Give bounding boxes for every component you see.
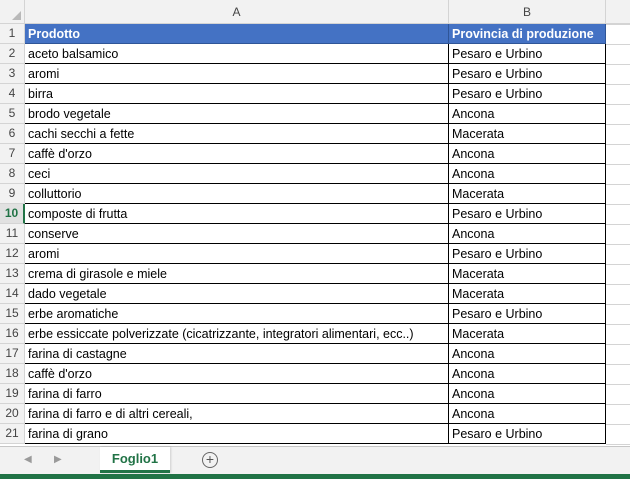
- header-cell-prodotto[interactable]: Prodotto: [25, 24, 449, 44]
- cell-provincia[interactable]: Macerata: [449, 284, 606, 304]
- cell-prodotto[interactable]: colluttorio: [25, 184, 449, 204]
- table-row: [0, 204, 630, 224]
- row-number[interactable]: 19: [0, 384, 25, 404]
- table-row: [0, 344, 630, 364]
- cell-provincia[interactable]: Macerata: [449, 324, 606, 344]
- row-number[interactable]: 2: [0, 44, 25, 64]
- cell-provincia[interactable]: Ancona: [449, 224, 606, 244]
- row-number[interactable]: 14: [0, 284, 25, 304]
- cell-prodotto[interactable]: farina di farro e di altri cereali,: [25, 404, 449, 424]
- row-number[interactable]: 16: [0, 324, 25, 344]
- row-number[interactable]: 5: [0, 104, 25, 124]
- table-row: [0, 144, 630, 164]
- cell-provincia[interactable]: Ancona: [449, 104, 606, 124]
- table-row: [0, 184, 630, 204]
- cell-provincia[interactable]: Pesaro e Urbino: [449, 64, 606, 84]
- sheet-tab-bar: [0, 446, 630, 474]
- cell-prodotto[interactable]: dado vegetale: [25, 284, 449, 304]
- cell-provincia[interactable]: Macerata: [449, 264, 606, 284]
- cell-prodotto[interactable]: erbe essiccate polverizzate (cicatrizzante, integratori alimentari, ecc..): [25, 324, 449, 344]
- table-row: [0, 304, 630, 324]
- cell-prodotto[interactable]: caffè d'orzo: [25, 364, 449, 384]
- triangle-left-icon[interactable]: ◀: [24, 454, 32, 465]
- table-row: [0, 404, 630, 424]
- cell-provincia[interactable]: Ancona: [449, 164, 606, 184]
- cell-provincia[interactable]: Ancona: [449, 384, 606, 404]
- cell-prodotto[interactable]: farina di grano: [25, 424, 449, 444]
- row-number[interactable]: 6: [0, 124, 25, 144]
- cell-prodotto[interactable]: crema di girasole e miele: [25, 264, 449, 284]
- cell-provincia[interactable]: Pesaro e Urbino: [449, 244, 606, 264]
- row-number[interactable]: 20: [0, 404, 25, 424]
- row-number[interactable]: 18: [0, 364, 25, 384]
- table-row: [0, 84, 630, 104]
- row-number[interactable]: 7: [0, 144, 25, 164]
- row-number[interactable]: 4: [0, 84, 25, 104]
- cell-provincia[interactable]: Pesaro e Urbino: [449, 204, 606, 224]
- cell-provincia[interactable]: Macerata: [449, 124, 606, 144]
- row-number[interactable]: 1: [0, 24, 25, 44]
- plus-circle-icon[interactable]: +: [202, 452, 218, 468]
- cell-prodotto[interactable]: cachi secchi a fette: [25, 124, 449, 144]
- table-row: [0, 44, 630, 64]
- cell-provincia[interactable]: Ancona: [449, 404, 606, 424]
- cell-prodotto[interactable]: birra: [25, 84, 449, 104]
- cell-provincia[interactable]: Ancona: [449, 364, 606, 384]
- cell-provincia[interactable]: Macerata: [449, 184, 606, 204]
- column-header-a[interactable]: A: [25, 0, 449, 24]
- table-row: [0, 224, 630, 244]
- table-row: [0, 104, 630, 124]
- status-bar: [0, 474, 630, 479]
- cell-prodotto[interactable]: composte di frutta: [25, 204, 449, 224]
- cell-prodotto[interactable]: farina di castagne: [25, 344, 449, 364]
- cell-prodotto[interactable]: erbe aromatiche: [25, 304, 449, 324]
- table-row: [0, 364, 630, 384]
- cell-prodotto[interactable]: caffè d'orzo: [25, 144, 449, 164]
- row-number[interactable]: 10: [0, 204, 25, 224]
- cell-provincia[interactable]: Pesaro e Urbino: [449, 304, 606, 324]
- row-number[interactable]: 12: [0, 244, 25, 264]
- row-number[interactable]: 15: [0, 304, 25, 324]
- cell-prodotto[interactable]: farina di farro: [25, 384, 449, 404]
- cell-prodotto[interactable]: aromi: [25, 244, 449, 264]
- select-all-corner[interactable]: [0, 0, 25, 24]
- row-number[interactable]: 13: [0, 264, 25, 284]
- cell-provincia[interactable]: Pesaro e Urbino: [449, 44, 606, 64]
- table-row: [0, 284, 630, 304]
- header-cell-provincia[interactable]: Provincia di produzione: [449, 24, 606, 44]
- row-number[interactable]: 11: [0, 224, 25, 244]
- cell-provincia[interactable]: Pesaro e Urbino: [449, 424, 606, 444]
- cell-provincia[interactable]: Pesaro e Urbino: [449, 84, 606, 104]
- cell-provincia[interactable]: Ancona: [449, 144, 606, 164]
- sheet-tab-foglio1[interactable]: Foglio1: [100, 447, 170, 473]
- cell-prodotto[interactable]: aromi: [25, 64, 449, 84]
- table-row: [0, 264, 630, 284]
- header-row: [0, 24, 630, 44]
- cell-provincia[interactable]: Ancona: [449, 344, 606, 364]
- table-row: [0, 164, 630, 184]
- cell-prodotto[interactable]: aceto balsamico: [25, 44, 449, 64]
- table-row: [0, 64, 630, 84]
- row-number[interactable]: 3: [0, 64, 25, 84]
- table-row: [0, 384, 630, 404]
- column-header-b[interactable]: B: [449, 0, 606, 24]
- row-number[interactable]: 17: [0, 344, 25, 364]
- row-number[interactable]: 9: [0, 184, 25, 204]
- cell-prodotto[interactable]: ceci: [25, 164, 449, 184]
- triangle-right-icon[interactable]: ▶: [54, 454, 62, 465]
- table-row: [0, 324, 630, 344]
- cell-prodotto[interactable]: conserve: [25, 224, 449, 244]
- column-header-c[interactable]: [606, 0, 630, 24]
- table-row: [0, 124, 630, 144]
- table-row: [0, 424, 630, 444]
- table-row: [0, 244, 630, 264]
- row-number[interactable]: 8: [0, 164, 25, 184]
- cell-prodotto[interactable]: brodo vegetale: [25, 104, 449, 124]
- row-number[interactable]: 21: [0, 424, 25, 444]
